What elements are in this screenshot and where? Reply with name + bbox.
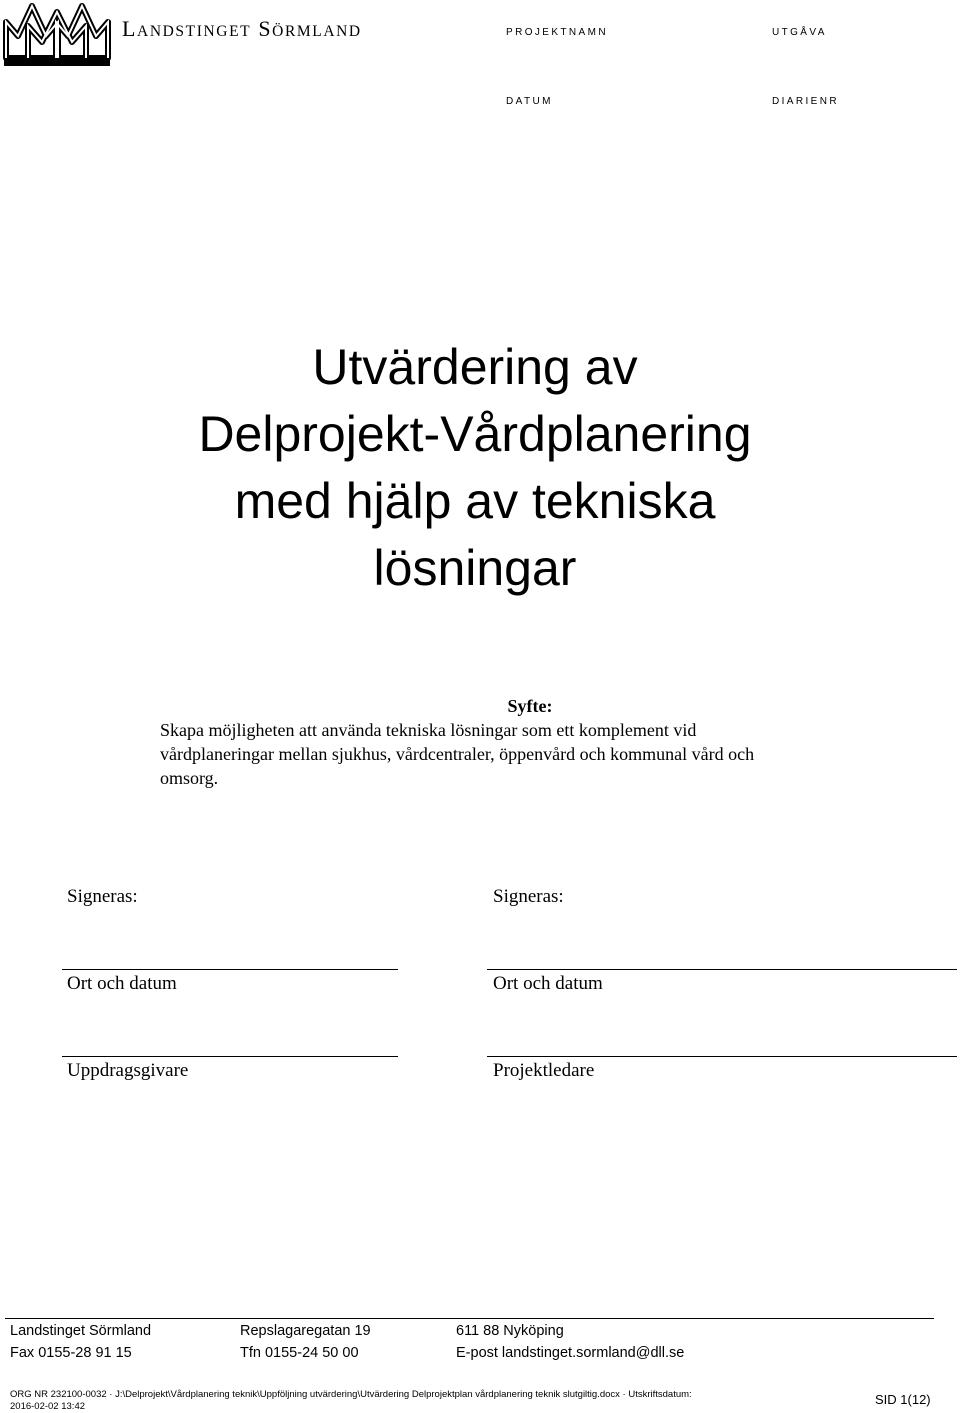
brand-word-2: ÖRMLAND: [272, 23, 362, 40]
reg-no-label: DIARIENR: [772, 96, 839, 107]
footer-phone: Tfn 0155-24 50 00: [240, 1345, 359, 1361]
footer-city: 611 88 Nyköping: [456, 1323, 564, 1339]
right-role-label: Projektledare: [493, 1060, 595, 1081]
landstinget-tulip-logo: [2, 2, 114, 68]
right-place-date-line: [487, 969, 957, 970]
left-signed-label: Signeras:: [67, 886, 138, 907]
left-place-date-line: [62, 969, 398, 970]
date-label: DATUM: [506, 96, 553, 107]
footer-fax: Fax 0155-28 91 15: [10, 1345, 132, 1361]
purpose-section: [160, 694, 900, 790]
footer-file-meta: ORG NR 232100-0032 · J:\Delprojekt\Vårdplanering teknik\Uppföljning utvärdering\Utvärdering Delprojektplan vårdplanering teknik slutgiltig.docx · Utskriftsdatum: 2016-02-02 13:42: [10, 1389, 692, 1412]
title-line: Delprojekt-Vårdplanering: [198, 406, 752, 462]
title-line: lösningar: [373, 540, 577, 596]
footer-street: Repslagaregatan 19: [240, 1323, 371, 1339]
right-role-line: [487, 1056, 957, 1057]
document-title: [150, 334, 800, 602]
brand-initial-s: S: [258, 16, 273, 41]
brand-word-1: ANDSTINGET: [137, 23, 252, 40]
purpose-line: Skapa möjligheten att använda tekniska lösningar som ett komplement vid: [160, 720, 697, 740]
purpose-line: omsorg.: [160, 768, 219, 788]
left-place-date-label: Ort och datum: [67, 973, 177, 994]
purpose-line: vårdplaneringar mellan sjukhus, vårdcentraler, öppenvård och kommunal vård och: [160, 744, 755, 764]
footer-org-name: Landstinget Sörmland: [10, 1323, 152, 1339]
right-signed-label: Signeras:: [493, 886, 564, 907]
left-role-label: Uppdragsgivare: [67, 1060, 189, 1081]
brand-initial-l: L: [122, 16, 138, 41]
left-role-line: [62, 1056, 398, 1057]
footer-divider: [5, 1318, 934, 1319]
title-line: Utvärdering av: [312, 339, 638, 395]
org-brand-name: [122, 16, 362, 42]
edition-label: UTGÅVA: [772, 27, 827, 38]
purpose-heading: Syfte:: [507, 696, 553, 716]
right-place-date-label: Ort och datum: [493, 973, 603, 994]
page-number: SID 1(12): [875, 1392, 931, 1407]
footer-email: E-post landstinget.sormland@dll.se: [456, 1345, 685, 1361]
project-name-label: PROJEKTNAMN: [506, 27, 608, 38]
title-line: med hjälp av tekniska: [234, 473, 716, 529]
